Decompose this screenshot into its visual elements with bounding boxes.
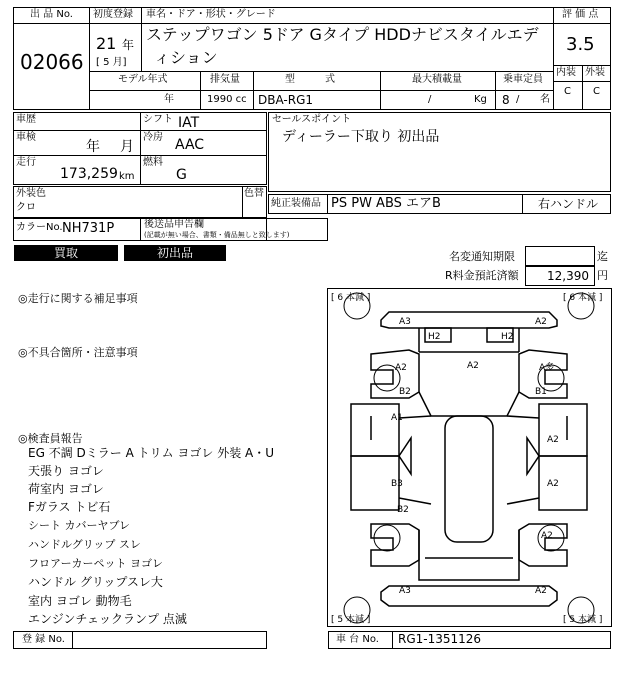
interior-label: 内装 bbox=[556, 67, 576, 78]
car-name-line1: ステップワゴン 5ドア Gタイプ HDDナビスタイルエデ bbox=[146, 25, 539, 44]
docs-label: 後送品申告欄 bbox=[144, 219, 204, 230]
report-line: Fガラス トビ石 bbox=[28, 500, 111, 514]
first-listing-badge: 初出品 bbox=[124, 245, 226, 261]
inspection-label: 車検 bbox=[16, 132, 36, 143]
roof bbox=[445, 416, 493, 542]
chassis-number: RG1-1351126 bbox=[398, 632, 482, 646]
tire-label-bottom-right: [ 5 本減 ] bbox=[563, 615, 603, 625]
mileage-unit: km bbox=[119, 171, 135, 182]
sales-point-text: ディーラー下取り 初出品 bbox=[282, 129, 440, 145]
reg-year-unit: 年 bbox=[122, 38, 135, 52]
car-name-line2: ィション bbox=[154, 48, 218, 67]
inspection-year-unit: 年 bbox=[86, 139, 100, 155]
door-front-right bbox=[539, 404, 587, 456]
color-no-value: NH731P bbox=[62, 221, 115, 236]
shift-label: シフト bbox=[143, 114, 173, 125]
model-type-label: 型 式 bbox=[285, 74, 335, 85]
equipment-label: 純正装備品 bbox=[271, 198, 321, 209]
driving-notes-label: ◎走行に関する補足事項 bbox=[18, 292, 138, 305]
damage-mark: A2 bbox=[535, 317, 547, 327]
damage-mark: A2 bbox=[467, 361, 479, 371]
max-load-sep: / bbox=[428, 94, 432, 105]
damage-mark: H2 bbox=[501, 332, 514, 342]
fuel-label: 燃料 bbox=[143, 157, 163, 168]
inspection-month-unit: 月 bbox=[120, 139, 134, 155]
mileage-label: 走行 bbox=[16, 157, 36, 168]
report-line: シート カバーヤブレ bbox=[28, 519, 131, 532]
fuel-value: G bbox=[176, 167, 187, 183]
steering-value: 右ハンドル bbox=[538, 197, 599, 211]
recycle-unit: 円 bbox=[597, 269, 608, 282]
damage-mark: A多 bbox=[539, 363, 555, 373]
diagram-frame bbox=[328, 289, 612, 627]
front-fender-left bbox=[371, 350, 419, 398]
exterior-label: 外装 bbox=[585, 67, 605, 78]
displacement-label: 排気量 bbox=[210, 74, 240, 85]
equipment-value: PS PW ABS エアB bbox=[331, 196, 441, 211]
report-line: エンジンチェックランプ 点滅 bbox=[28, 612, 187, 626]
damage-mark: A2 bbox=[395, 363, 407, 373]
capacity-unit: 名 bbox=[540, 94, 550, 105]
capacity-sep: / bbox=[516, 94, 520, 105]
capacity-label: 乗車定員 bbox=[503, 74, 543, 85]
damage-mark: B2 bbox=[397, 505, 409, 515]
door-front-left bbox=[351, 404, 399, 456]
model-year-unit: 年 bbox=[164, 94, 174, 105]
damage-mark: B1 bbox=[535, 387, 547, 397]
damage-diagram bbox=[327, 288, 612, 628]
damage-mark: A1 bbox=[391, 413, 403, 423]
max-load-unit: Kg bbox=[474, 94, 487, 105]
exterior-color-label: 外装色 bbox=[16, 188, 46, 199]
model-code: DBA-RG1 bbox=[258, 93, 314, 107]
reg-year: 21 bbox=[96, 34, 117, 53]
exterior-grade: C bbox=[593, 86, 600, 97]
color-no-label: カラーNo. bbox=[16, 222, 63, 233]
damage-mark: B2 bbox=[399, 387, 411, 397]
car-name-label: 車名・ドア・形状・グレード bbox=[146, 9, 276, 20]
model-year-label: モデル年式 bbox=[118, 74, 168, 85]
chassis-label: 車 台 No. bbox=[336, 634, 379, 645]
damage-mark: A2 bbox=[547, 479, 559, 489]
tailgate bbox=[419, 530, 519, 580]
ac-value: AAC bbox=[175, 137, 205, 153]
tire-label-bottom-left: [ 5 本減 ] bbox=[331, 615, 371, 625]
recycle-amount: 12,390 bbox=[547, 269, 589, 283]
exterior-color-value: クロ bbox=[16, 202, 36, 213]
recycle-label: R料金預託済額 bbox=[445, 269, 519, 282]
report-line: 室内 ヨゴレ 動物毛 bbox=[28, 594, 132, 608]
ac-label: 冷房 bbox=[143, 132, 163, 143]
lot-number: 02066 bbox=[20, 50, 84, 74]
buy-badge: 買取 bbox=[14, 245, 118, 261]
report-line: EG 不調 Dミラー A トリム ヨゴレ 外装 A・U bbox=[28, 446, 275, 460]
color-change-label: 色替 bbox=[244, 188, 264, 199]
mileage-value: 173,259 bbox=[60, 166, 118, 182]
first-reg-label: 初度登録 bbox=[93, 9, 133, 20]
side-window-triangles bbox=[399, 438, 539, 474]
score-value: 3.5 bbox=[566, 34, 595, 55]
capacity-value: 8 bbox=[502, 93, 510, 107]
report-line: 天張り ヨゴレ bbox=[28, 464, 104, 478]
damage-mark: A3 bbox=[399, 586, 411, 596]
report-line: ハンドルグリップ スレ bbox=[28, 538, 141, 551]
damage-mark: B3 bbox=[391, 479, 403, 489]
report-line: ハンドル グリップスレ大 bbox=[28, 575, 163, 589]
score-label: 評 価 点 bbox=[562, 9, 599, 20]
inspector-report-label: ◎検査員報告 bbox=[18, 432, 83, 445]
interior-grade: C bbox=[564, 86, 571, 97]
defects-label: ◎不具合箇所・注意事項 bbox=[18, 346, 138, 359]
docs-note: (記載が無い場合、書類・備品無しと致します) bbox=[144, 231, 290, 239]
tire-label-top-right: [ 6 本減 ] bbox=[563, 293, 603, 303]
damage-mark: H2 bbox=[428, 332, 441, 342]
damage-mark: A2 bbox=[547, 435, 559, 445]
exterior-color-box bbox=[13, 186, 267, 218]
window-lines bbox=[399, 416, 539, 504]
report-line: 荷室内 ヨゴレ bbox=[28, 482, 104, 496]
deadline-unit: 迄 bbox=[597, 250, 608, 263]
max-load-label: 最大積載量 bbox=[412, 74, 462, 85]
lot-label: 出 品 No. bbox=[30, 9, 73, 20]
report-line: フロアーカーペット ヨゴレ bbox=[28, 557, 163, 570]
deadline-value-box bbox=[525, 246, 595, 266]
rear-quarter-left bbox=[371, 524, 419, 566]
damage-mark: A2 bbox=[541, 531, 553, 541]
reg-no-label: 登 録 No. bbox=[22, 634, 65, 645]
tire-label-top-left: [ 6 本減 ] bbox=[331, 293, 371, 303]
history-label: 車歴 bbox=[16, 114, 36, 125]
windshield bbox=[419, 392, 519, 416]
damage-mark: A2 bbox=[535, 586, 547, 596]
reg-month: [ 5 月] bbox=[96, 57, 127, 68]
displacement-value: 1990 cc bbox=[207, 94, 247, 105]
sales-point-label: セールスポイント bbox=[272, 114, 352, 125]
deadline-label: 名変通知期限 bbox=[449, 250, 515, 263]
damage-mark: A3 bbox=[399, 317, 411, 327]
shift-value: IAT bbox=[178, 115, 200, 131]
